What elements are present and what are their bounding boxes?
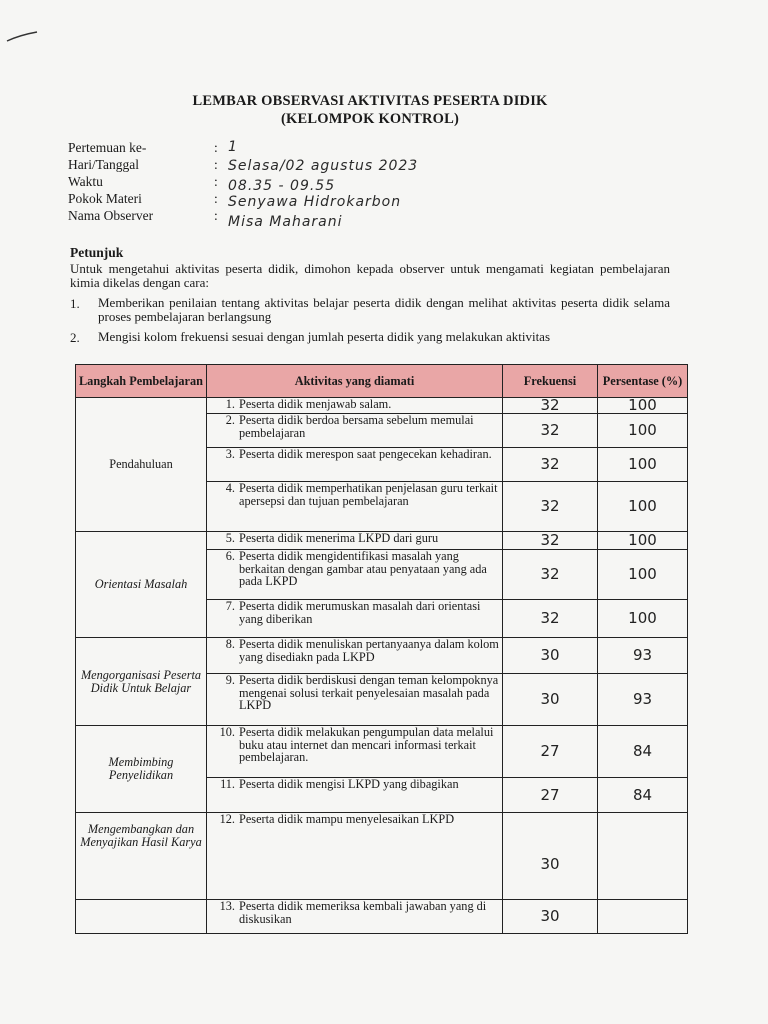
- info-label: Waktu: [68, 174, 103, 189]
- activity-cell: 13. Peserta didik memeriksa kembali jawaban yang di diskusikan: [207, 900, 503, 934]
- activity-cell: 7. Peserta didik merumuskan masalah dari orientasi yang diberikan: [207, 600, 503, 638]
- info-label: Pokok Materi: [68, 191, 142, 206]
- instructions-heading: Petunjuk: [70, 245, 124, 260]
- header-percentage: Persentase (%): [598, 365, 688, 398]
- info-label: Pertemuan ke-: [68, 140, 147, 155]
- header-frequency: Frekuensi: [503, 365, 598, 398]
- percentage-cell: 93: [598, 674, 688, 726]
- info-value: Misa Maharani: [228, 214, 343, 230]
- step-cell: Mengembangkan dan Menyajikan Hasil Karya: [76, 813, 207, 900]
- activity-cell: 2. Peserta didik berdoa bersama sebelum memulai pembelajaran: [207, 414, 503, 448]
- instruction-text: Mengisi kolom frekuensi sesuai dengan jumlah peserta didik yang melakukan aktivitas: [98, 329, 551, 344]
- info-label: Hari/Tanggal: [68, 157, 140, 172]
- percentage-cell: 100: [598, 414, 688, 448]
- percentage-cell: 100: [598, 448, 688, 482]
- info-label: Nama Observer: [68, 208, 154, 223]
- frequency-cell: 32: [503, 414, 598, 448]
- step-cell: [76, 900, 207, 934]
- percentage-cell: 100: [598, 600, 688, 638]
- activity-cell: 3. Peserta didik merespon saat pengecekan kehadiran.: [207, 448, 503, 482]
- instruction-number: 1.: [70, 296, 80, 311]
- activity-cell: 11. Peserta didik mengisi LKPD yang dibagikan: [207, 778, 503, 813]
- frequency-cell: 32: [503, 550, 598, 600]
- activity-cell: 10. Peserta didik melakukan pengumpulan data melalui buku atau internet dan mencari informasi terkait pembelajaran.: [207, 726, 503, 778]
- table-row: [76, 726, 688, 778]
- instruction-text: Memberikan penilaian tentang aktivitas belajar peserta didik dengan melihat aktivitas peserta didik selama proses pembelajaran berlangsung: [98, 295, 670, 324]
- step-cell: Membimbing Penyelidikan: [76, 726, 207, 813]
- frequency-cell: 32: [503, 532, 598, 550]
- percentage-cell: [598, 900, 688, 934]
- frequency-cell: 27: [503, 778, 598, 813]
- frequency-cell: 32: [503, 600, 598, 638]
- info-value: Senyawa Hidrokarbon: [228, 194, 402, 210]
- table-row: [76, 532, 688, 550]
- frequency-cell: 32: [503, 482, 598, 532]
- document-subtitle: (KELOMPOK KONTROL): [280, 111, 459, 127]
- activity-cell: 12. Peserta didik mampu menyelesaikan LKPD: [207, 813, 503, 900]
- percentage-cell: 100: [598, 398, 688, 414]
- info-value: Selasa/02 agustus 2023: [228, 158, 419, 174]
- instruction-number: 2.: [70, 330, 80, 345]
- percentage-cell: 100: [598, 550, 688, 600]
- activity-cell: 4. Peserta didik memperhatikan penjelasan guru terkait apersepsi dan tujuan pembelajaran: [207, 482, 503, 532]
- frequency-cell: 30: [503, 813, 598, 900]
- percentage-cell: 93: [598, 638, 688, 674]
- frequency-cell: 27: [503, 726, 598, 778]
- pen-stroke-mark: [6, 30, 38, 42]
- percentage-cell: 84: [598, 778, 688, 813]
- header-activity: Aktivitas yang diamati: [207, 365, 503, 398]
- instructions-intro: Untuk mengetahui aktivitas peserta didik, dimohon kepada observer untuk mengamati kegiatan pembelajaran kimia dikelas dengan cara:: [70, 261, 670, 290]
- step-cell: Pendahuluan: [76, 398, 207, 532]
- document-title: LEMBAR OBSERVASI AKTIVITAS PESERTA DIDIK: [192, 93, 548, 109]
- header-step: Langkah Pembelajaran: [76, 365, 207, 398]
- percentage-cell: 100: [598, 482, 688, 532]
- percentage-cell: [598, 813, 688, 900]
- observation-table: [75, 364, 688, 934]
- table-row: [76, 638, 688, 674]
- table-row: [76, 900, 688, 934]
- activity-cell: 9. Peserta didik berdiskusi dengan teman kelompoknya mengenai solusi terkait penyelesaian masalah pada LKPD: [207, 674, 503, 726]
- activity-cell: 8. Peserta didik menuliskan pertanyaanya dalam kolom yang disediakn pada LKPD: [207, 638, 503, 674]
- step-cell: Orientasi Masalah: [76, 532, 207, 638]
- info-value: 08.35 - 09.55: [228, 178, 336, 194]
- table-header-row: [76, 365, 688, 398]
- table-row: [76, 398, 688, 414]
- frequency-cell: 30: [503, 674, 598, 726]
- table-row: [76, 813, 688, 900]
- frequency-cell: 30: [503, 638, 598, 674]
- frequency-cell: 32: [503, 398, 598, 414]
- percentage-cell: 100: [598, 532, 688, 550]
- info-value: 1: [228, 139, 238, 155]
- frequency-cell: 32: [503, 448, 598, 482]
- frequency-cell: 30: [503, 900, 598, 934]
- percentage-cell: 84: [598, 726, 688, 778]
- activity-cell: 1. Peserta didik menjawab salam.: [207, 398, 503, 414]
- step-cell: Mengorganisasi Peserta Didik Untuk Belajar: [76, 638, 207, 726]
- activity-cell: 6. Peserta didik mengidentifikasi masalah yang berkaitan dengan gambar atau penyataan yang ada pada LKPD: [207, 550, 503, 600]
- activity-cell: 5. Peserta didik menerima LKPD dari guru: [207, 532, 503, 550]
